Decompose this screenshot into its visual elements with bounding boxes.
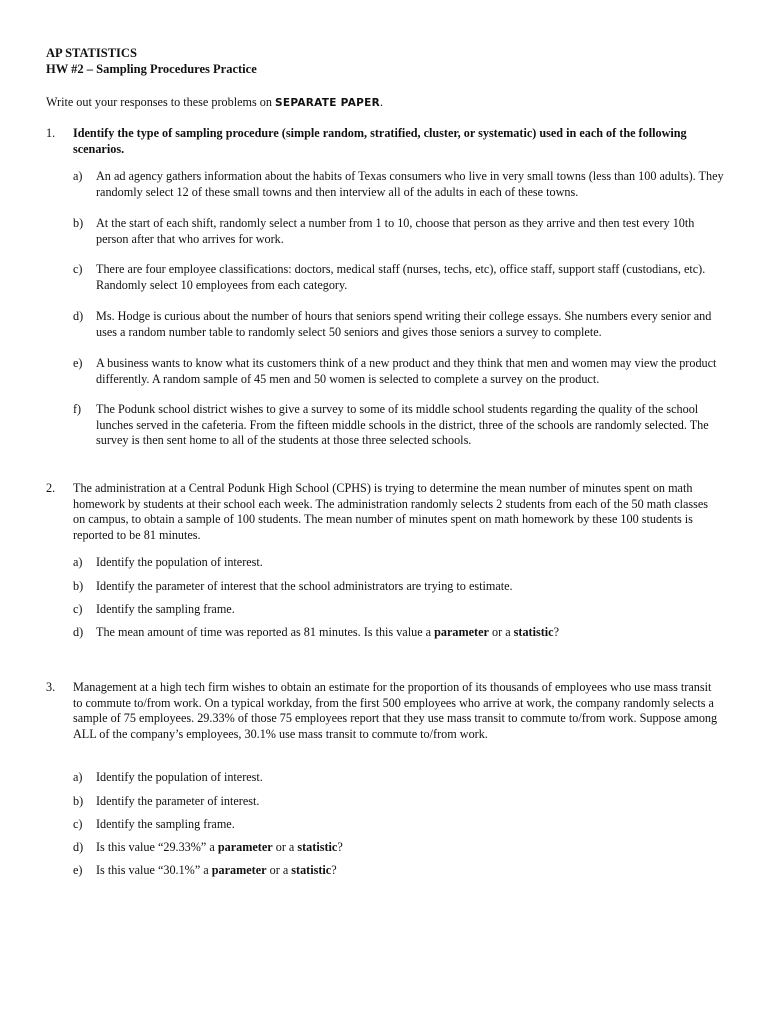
question-1-number: 1.	[46, 126, 56, 140]
item-text: Ms. Hodge is curious about the number of hours that seniors spend writing their college essays. She numbers every senior and uses a random number table to randomly select 50 seniors and gives those seniors a survey to complete.	[96, 309, 712, 339]
keyword-parameter: parameter	[211, 863, 267, 877]
item-text: There are four employee classifications: doctors, medical staff (nurses, techs, etc), office staff, support staff (custodians, etc). Randomly select 10 employees from each category.	[96, 262, 706, 292]
item-text: Identify the sampling frame.	[96, 602, 235, 616]
item-label: f)	[73, 402, 82, 416]
item-label: d)	[73, 309, 84, 323]
item-text-part: ?	[337, 840, 343, 854]
item-label: b)	[73, 579, 84, 593]
item-text: Identify the population of interest.	[96, 770, 263, 784]
item-text: Identify the parameter of interest that the school administrators are trying to estimate.	[96, 579, 513, 593]
question-3-number: 3.	[46, 680, 56, 694]
item-label: d)	[73, 625, 84, 639]
item-text: The Podunk school district wishes to give a survey to some of its middle school students regarding the quality of the school lunches served in the cafeteria. From the fifteen middle schools in the district, three of the schools are randomly selected. The survey is then sent home to all of the students at those three selected schools.	[96, 402, 709, 447]
item-label: b)	[73, 216, 84, 230]
question-2-number: 2.	[46, 481, 56, 495]
keyword-parameter: parameter	[217, 840, 273, 854]
item-text-part: or a	[488, 625, 514, 639]
item-text	[96, 625, 724, 641]
item-label: a)	[73, 770, 83, 784]
item-label: c)	[73, 602, 83, 616]
item-label: e)	[73, 863, 83, 877]
item-label: d)	[73, 840, 84, 854]
item-text: An ad agency gathers information about the habits of Texas consumers who live in very small towns (less than 100 adults). They randomly select 12 of these small towns and then interview all of the adults in each of these towns.	[96, 169, 724, 199]
item-text: Identify the population of interest.	[96, 555, 263, 569]
item-label: e)	[73, 356, 83, 370]
item-text: Identify the sampling frame.	[96, 817, 235, 831]
keyword-statistic: statistic	[297, 840, 338, 854]
item-text-part: ?	[331, 863, 337, 877]
course-title: AP STATISTICS	[46, 46, 137, 60]
item-text-part: or a	[272, 840, 298, 854]
separate-paper-emphasis: SEPARATE PAPER	[275, 97, 380, 109]
question-2-text: The administration at a Central Podunk High School (CPHS) is trying to determine the mean number of minutes spent on math homework by students at their school each week. The administration randomly selects 2 students from each of the 50 math classes on campus, to obtain a sample of 100 students. The mean number of minutes spent on math homework by these 100 students is reported to be 81 minutes.	[73, 481, 709, 542]
item-label: a)	[73, 169, 83, 183]
item-text	[96, 840, 724, 856]
item-text-part: ?	[553, 625, 560, 639]
item-label: c)	[73, 262, 83, 276]
item-text: A business wants to know what its customers think of a new product and they think that men and women may view the product differently. A random sample of 45 men and 50 women is selected to complete a survey on the product.	[96, 356, 717, 386]
instructions-text: Write out your responses to these problems on	[46, 95, 275, 109]
keyword-statistic: statistic	[513, 625, 554, 639]
instructions	[46, 95, 383, 112]
item-text-part: The mean amount of time was reported as 81 minutes. Is this value a	[96, 625, 435, 639]
question-3-text: Management at a high tech firm wishes to obtain an estimate for the proportion of its thousands of employees who use mass transit to commute to/from work. On a typical workday, from the first 500 employees who arrive at work, the company randomly selects a sample of 75 employees. 29.33% of those 75 employees report that they use mass transit to commute to/from work. Suppose among ALL of the company’s employees, 30.1% use mass transit to commute to/from work.	[73, 680, 718, 741]
item-text-part: Is this value “30.1%” a	[96, 863, 212, 877]
item-text: At the start of each shift, randomly select a number from 1 to 10, choose that person as they arrive and then test every 10th person after that who arrives for work.	[96, 216, 695, 246]
item-text-part: or a	[266, 863, 292, 877]
keyword-parameter: parameter	[434, 625, 489, 639]
instructions-end: .	[380, 95, 384, 109]
item-label: b)	[73, 794, 84, 808]
item-text-part: Is this value “29.33%” a	[96, 840, 218, 854]
item-label: c)	[73, 817, 83, 831]
question-1-text: Identify the type of sampling procedure (simple random, stratified, cluster, or systematic) used in each of the following scenarios.	[73, 126, 687, 156]
item-text: Identify the parameter of interest.	[96, 794, 260, 808]
assignment-title: HW #2 – Sampling Procedures Practice	[46, 62, 257, 76]
item-text	[96, 863, 724, 879]
keyword-statistic: statistic	[291, 863, 332, 877]
item-label: a)	[73, 555, 83, 569]
